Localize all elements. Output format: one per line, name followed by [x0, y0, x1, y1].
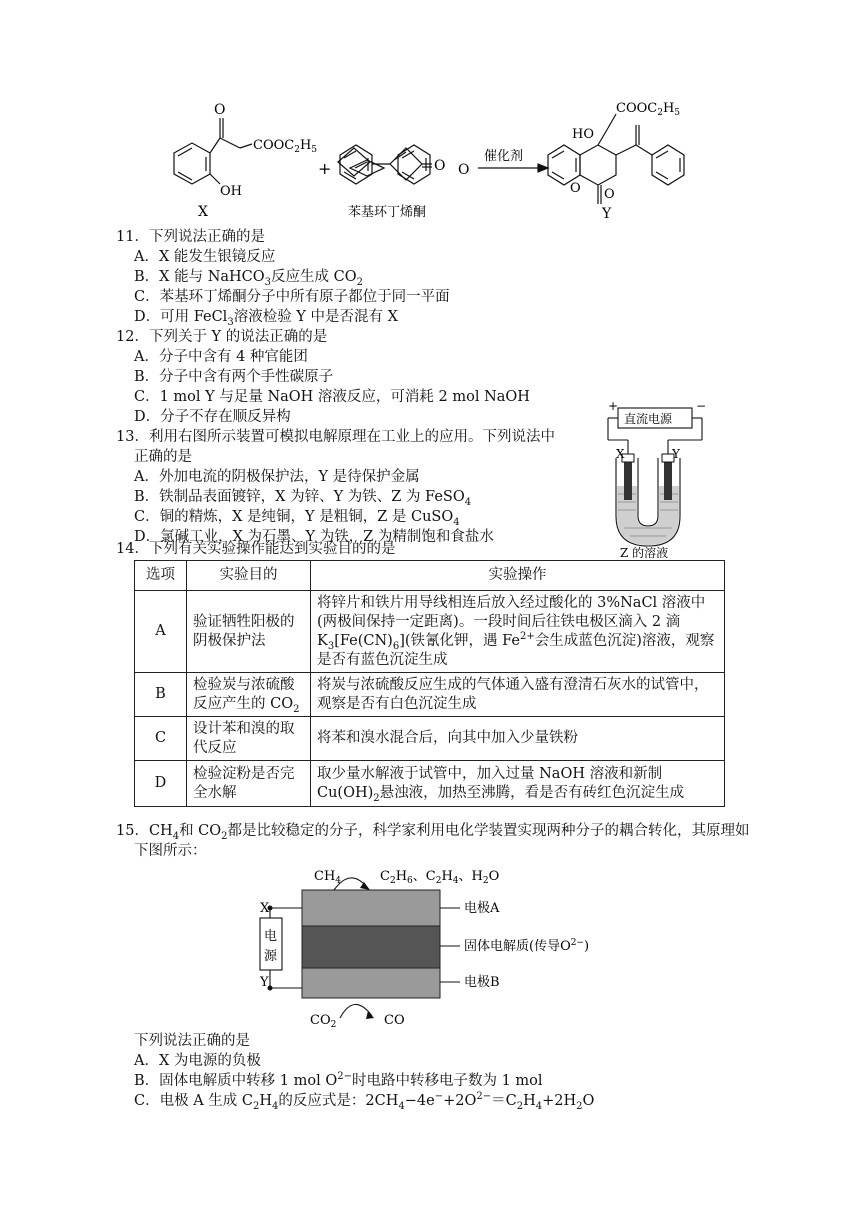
ch4-input: $CH_4$: [314, 869, 342, 886]
row-option: A: [135, 591, 187, 673]
electrolyte-label: 固体电解质(传导$O^{2-}$): [464, 938, 590, 954]
electrode-b-label: 电极B: [464, 975, 500, 990]
q15-option-a: A．X 为电源的负极: [134, 1053, 261, 1069]
row-operation: 将炭与浓硫酸反应生成的气体通入盛有澄清石灰水的试管中，观察是否有白色沉淀生成: [311, 673, 725, 717]
electrode-y-label: Y: [672, 447, 680, 461]
co2-input: $CO_2$: [310, 1013, 337, 1030]
row-operation: 将锌片和铁片用导线相连后放入经过酸化的 3%NaCl 溶液中(两极间保持一定距离)。一段时间后往铁电极区滴入 2 滴 $K_3[Fe(CN)_6]$(铁氰化钾，遇 $Fe^{2+}$会生成蓝色沉淀)溶液，观察是否有蓝色沉淀生成: [311, 591, 725, 673]
y-label: Y: [602, 206, 612, 222]
row-goal: 检验淀粉是否完全水解: [187, 761, 311, 807]
row-option: B: [135, 673, 187, 717]
electrolysis-figure: [600, 398, 710, 558]
row-goal: 设计苯和溴的取代反应: [187, 717, 311, 761]
power-label-bottom: 源: [264, 949, 278, 964]
y-hydroxyl: HO: [572, 127, 594, 142]
q15-option-c: C．电极 A 生成 $C_2H_4$的反应式是：$2CH_4-4e^-+2O^{2-}=C_2H_4+2H_2O$: [134, 1091, 595, 1112]
header-operation: 实验操作: [311, 561, 725, 591]
row-option: D: [135, 761, 187, 807]
x-hydroxyl: OH: [220, 184, 242, 199]
y-ester-group: $COOC_2H_5$: [616, 101, 681, 118]
y-ring-o: O: [570, 181, 581, 196]
table-row: [135, 673, 725, 717]
co-output: CO: [384, 1013, 405, 1028]
row-goal: 验证牺牲阳极的阴极保护法: [187, 591, 311, 673]
q13-stem-cont: 正确的是: [134, 449, 192, 465]
reagent-carbonyl-o: O: [458, 162, 470, 178]
q12-option-b: B．分子中含有两个手性碳原子: [134, 369, 334, 385]
q11-option-b: B．X 能与 NaHCO$_3$反应生成 $CO_2$: [134, 269, 363, 288]
q15-stem-cont: 下图所示：: [134, 843, 207, 859]
electrode-a-label: 电极A: [464, 901, 500, 916]
catalyst-label: 催化剂: [484, 149, 524, 164]
q13-option-d: D．氯碱工业，X 为石墨、Y 为铁，Z 为精制饱和食盐水: [134, 529, 494, 545]
reaction-scheme: [140, 100, 740, 224]
q12-option-a: A．分子中含有 4 种官能团: [134, 349, 308, 365]
q11-option-c: C．苯基环丁烯酮分子中所有原子都位于同一平面: [134, 289, 450, 305]
q14-stem: 14．下列有关实验操作能达到实验目的的是: [116, 541, 396, 557]
y-carbonyl-o: O: [604, 187, 615, 202]
q15-stem: 15．$CH_4$和 $CO_2$都是比较稳定的分子，科学家利用电化学装置实现两种分子的耦合转化，其原理如: [116, 823, 750, 842]
electrochem-cell-figure: [254, 860, 614, 1030]
plus-sign: +: [318, 159, 332, 178]
q12-option-c: C．1 mol Y 与足量 NaOH 溶液反应，可消耗 2 mol NaOH: [134, 389, 530, 405]
experiment-table: [134, 560, 725, 807]
q13-option-a: A．外加电流的阴极保护法，Y 是待保护金属: [134, 469, 420, 485]
electrode-x-label: X: [616, 447, 625, 461]
x-carbonyl-o: O: [214, 102, 226, 118]
table-row: [135, 591, 725, 673]
q12-option-d: D．分子不存在顺反异构: [134, 409, 291, 425]
q15-option-b: B．固体电解质中转移 1 mol $O^{2-}$时电路中转移电子数为 1 mol: [134, 1071, 543, 1089]
row-option: C: [135, 717, 187, 761]
table-header-row: [135, 561, 725, 591]
header-goal: 实验目的: [187, 561, 311, 591]
row-goal: 检验炭与浓硫酸反应产生的 $CO_2$: [187, 673, 311, 717]
q13-stem: 13．利用右图所示装置可模拟电解原理在工业上的应用。下列说法中: [116, 429, 555, 445]
terminal-y: Y: [260, 975, 269, 990]
anode-products: $C_2H_6$、$C_2H_4$、$H_2O$: [380, 869, 500, 886]
header-option: 选项: [135, 561, 187, 591]
row-operation: 取少量水解液于试管中，加入过量 NaOH 溶液和新制 $Cu(OH)_2$悬浊液，加热至沸腾，看是否有砖红色沉淀生成: [311, 761, 725, 807]
table-row: [135, 761, 725, 807]
q11-option-d: D．可用 FeCl$_3$溶液检验 Y 中是否混有 X: [134, 309, 398, 328]
q11-option-a: A．X 能发生银镜反应: [134, 249, 276, 265]
reagent-o: O: [434, 158, 446, 174]
q12-stem: 12．下列关于 Y 的说法正确的是: [116, 329, 328, 345]
q15-question: 下列说法正确的是: [134, 1033, 250, 1049]
x-ester-group: $COOC_2H_5$: [253, 138, 318, 155]
q13-option-c: C．铜的精炼，X 是纯铜，Y 是粗铜，Z 是 CuSO$_4$: [134, 509, 460, 528]
row-operation: 将苯和溴水混合后，向其中加入少量铁粉: [311, 717, 725, 761]
negative-terminal: −: [696, 399, 707, 413]
terminal-x: X: [260, 901, 270, 916]
power-supply-label: 直流电源: [624, 412, 673, 426]
q13-option-b: B．铁制品表面镀锌，X 为锌、Y 为铁、Z 为 FeSO$_4$: [134, 489, 472, 508]
reagent-label: 苯基环丁烯酮: [348, 205, 427, 220]
solution-caption: Z 的溶液: [620, 546, 669, 558]
table-row: [135, 717, 725, 761]
q11-stem: 11．下列说法正确的是: [116, 229, 265, 245]
positive-terminal: +: [608, 399, 619, 413]
power-label-top: 电: [264, 929, 278, 944]
x-label: X: [198, 204, 208, 220]
